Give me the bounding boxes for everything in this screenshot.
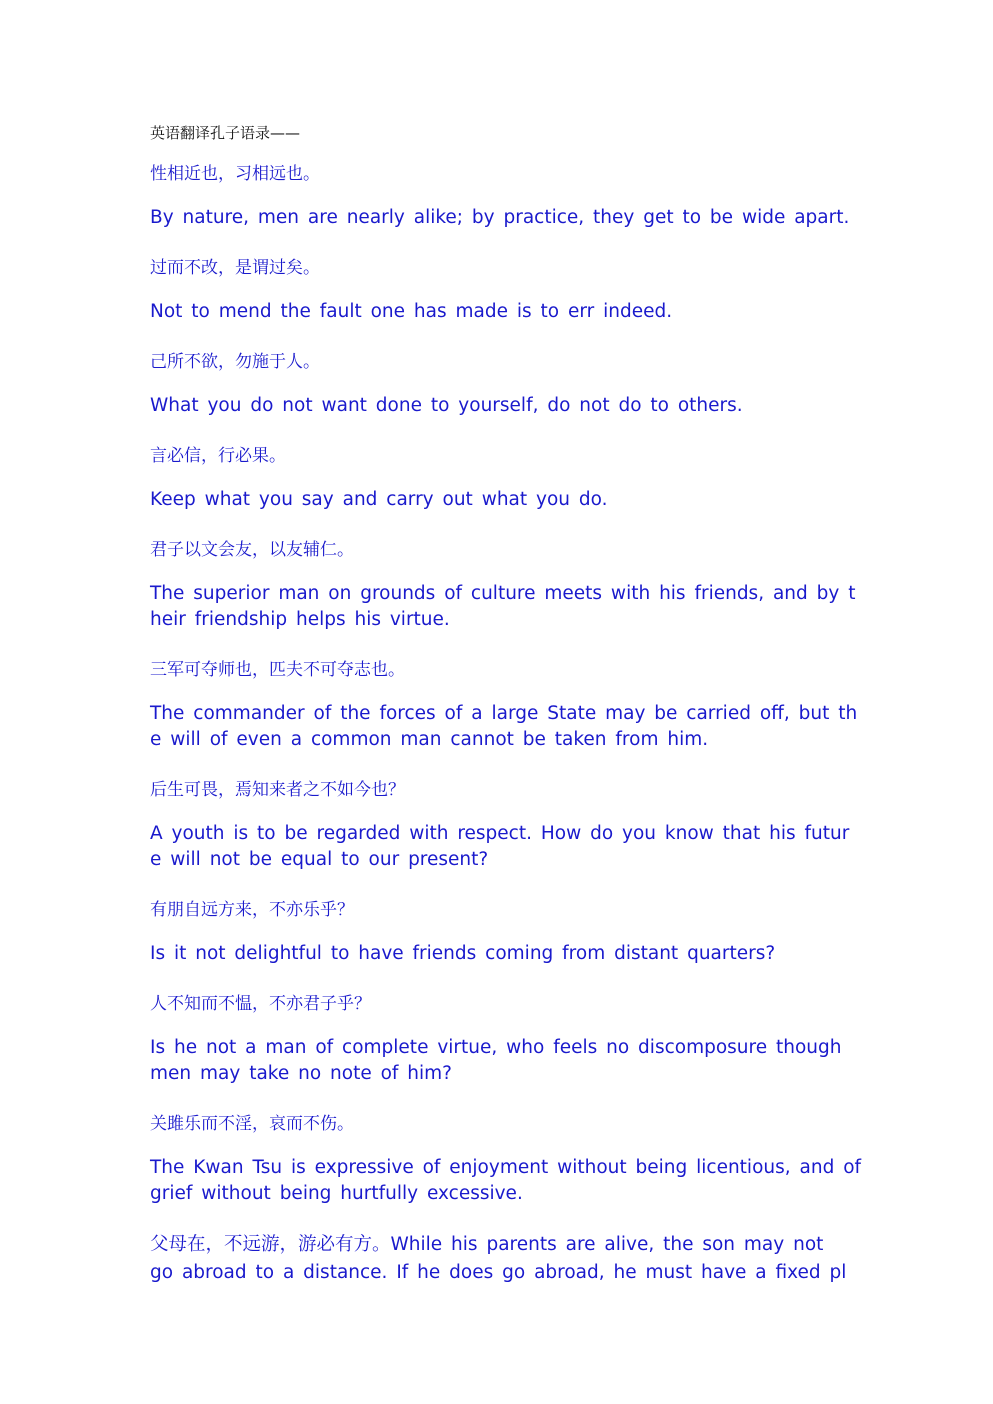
quote-english-1: By nature, men are nearly alike; by practice, they get to be wide apart. — [150, 207, 850, 228]
quote-english-10-line-1: The Kwan Tsu is expressive of enjoyment without being licentious, and of — [150, 1157, 862, 1178]
quote-english-7-line-2: e will not be equal to our present? — [150, 849, 489, 870]
quote-chinese-5: 君子以文会友，以友辅仁。 — [150, 540, 354, 560]
quote-english-7-line-1: A youth is to be regarded with respect. How do you know that his futur — [150, 823, 850, 844]
quote-english-5-line-1: The superior man on grounds of culture meets with his friends, and by t — [150, 583, 856, 604]
quote-english-2: Not to mend the fault one has made is to err indeed. — [150, 301, 673, 322]
quote-english-5-line-2: heir friendship helps his virtue. — [150, 609, 450, 630]
quote-english-9-line-2: men may take no note of him? — [150, 1063, 453, 1084]
quote-english-9-line-1: Is he not a man of complete virtue, who feels no discomposure though — [150, 1037, 842, 1058]
quote-chinese-4: 言必信，行必果。 — [150, 446, 286, 466]
quote-chinese-7: 后生可畏，焉知来者之不如今也？ — [150, 780, 405, 800]
quote-english-10-line-2: grief without being hurtfully excessive. — [150, 1183, 523, 1204]
quote-chinese-3: 己所不欲，勿施于人。 — [150, 352, 320, 372]
quote-chinese-9: 人不知而不愠，不亦君子乎？ — [150, 994, 371, 1014]
quote-english-6-line-2: e will of even a common man cannot be taken from him. — [150, 729, 709, 750]
quote-chinese-2: 过而不改，是谓过矣。 — [150, 258, 320, 278]
quote-mixed-11-line-1: 父母在，不远游，游必有方。While his parents are alive, the son may not — [150, 1234, 824, 1255]
quote-chinese-6: 三军可夺师也，匹夫不可夺志也。 — [150, 660, 405, 680]
document-page — [150, 0, 862, 1404]
quote-mixed-11-line-2: go abroad to a distance. If he does go abroad, he must have a fixed pl — [150, 1262, 847, 1283]
quote-english-8: Is it not delightful to have friends coming from distant quarters? — [150, 943, 776, 964]
quote-english-4: Keep what you say and carry out what you do. — [150, 489, 608, 510]
quote-chinese-8: 有朋自远方来，不亦乐乎？ — [150, 900, 354, 920]
quote-english-3: What you do not want done to yourself, do not do to others. — [150, 395, 743, 416]
quote-english-6-line-1: The commander of the forces of a large State may be carried off, but th — [150, 703, 858, 724]
quote-chinese-1: 性相近也，习相远也。 — [150, 164, 320, 184]
document-title: 英语翻译孔子语录—— — [150, 124, 301, 142]
quote-chinese-10: 关雎乐而不淫，哀而不伤。 — [150, 1114, 354, 1134]
